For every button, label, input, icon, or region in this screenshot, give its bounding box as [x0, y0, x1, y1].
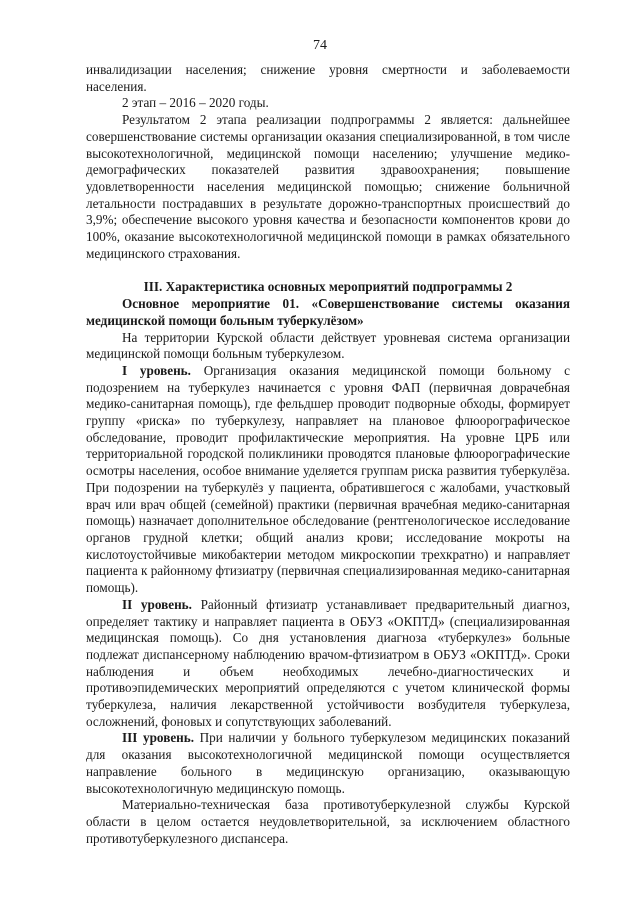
page-number: 74 [313, 38, 327, 53]
spacer [86, 262, 570, 279]
paragraph-result: Результатом 2 этапа реализации подпрограммы 2 является: дальнейшее совершенствование системы организации оказания специализированной, в том числе высокотехнологичной, медицинской помощи населению; улучшение медико-демографических показателей развития здравоохранения; повышение удовлетворенности населения медицинской помощью; снижение больничной летальности пострадавших в результате дорожно-транспортных происшествий до 3,9%; обеспечение высокого уровня качества и безопасности компонентов крови до 100%, оказание высокотехнологичной медицинской помощи в рамках обязательного медицинского страхования. [86, 112, 570, 261]
level-3-text: При наличии у больного туберкулезом медицинских показаний для оказания высокотехнологичной медицинской помощи осуществляется направление больного в медицинскую организацию, оказывающую высокотехнологичную медицинскую помощь. [86, 730, 570, 796]
paragraph-level-3 [86, 730, 570, 797]
document-body [86, 62, 570, 847]
paragraph-stage: 2 этап – 2016 – 2020 годы. [122, 95, 269, 111]
level-1-label: I уровень. [122, 362, 191, 378]
section-title: III. Характеристика основных мероприятий подпрограммы 2 [143, 279, 513, 295]
paragraph-intro: На территории Курской области действует уровневая система организации медицинской помощи больным туберкулезом. [86, 329, 570, 362]
paragraph-closing: Материально-техническая база противотуберкулезной службы Курской области в целом остается неудовлетворительной, за исключением областного противотуберкулезного диспансера. [86, 797, 570, 846]
section-subtitle: Основное мероприятие 01. «Совершенствование системы оказания медицинской помощи больным туберкулёзом» [86, 296, 570, 328]
level-1-text: Организация оказания медицинской помощи больному с подозрением на туберкулез начинается с уровня ФАП (первичная доврачебная медико-санитарная помощь), где фельдшер проводит подворные обходы, формирует группу «риска» по туберкулезу, направляет на плановое флюорографическое обследование, проводит профилактические мероприятия. На уровне ЦРБ или территориальной городской поликлиники проводятся плановые флюорографические осмотры населения, особое внимание уделяется группам риска развития туберкулёза. При подозрении на туберкулёз у пациента, обратившегося с жалобами, участковый врач или врач общей (семейной) практики (первичная врачебная медико-санитарная помощь) назначает дополнительное обследование (рентгенологическое исследование органов грудной клетки; общий анализ крови; исследование мокроты на кислотоустойчивые микобактерии методом микроскопии трехкратно) и направляет пациента к районному фтизиатру (первичная специализированная медико-санитарная помощь). [86, 362, 571, 596]
level-2-text: Районный фтизиатр устанавливает предварительный диагноз, определяет тактику и направляет пациента в ОБУЗ «ОКПТД» (специализированная медицинская помощь). Со дня установления диагноза «туберкулез» больные подлежат диспансерному наблюдению врачом-фтизиатром в ОБУЗ «ОКПТД». Сроки наблюдения и объем необходимых лечебно-диагностических и противоэпидемических мероприятий определяются с учетом клинической формы туберкулеза, наличия лекарственной устойчивости возбудителя туберкулеза, осложнений, фоновых и сопутствующих заболеваний. [86, 596, 570, 729]
paragraph-level-1 [86, 363, 570, 597]
paragraph-continuation: инвалидизации населения; снижение уровня смертности и заболеваемости населения. [86, 62, 570, 94]
level-2-label: II уровень. [122, 596, 192, 612]
level-3-label: III уровень. [122, 730, 195, 746]
paragraph-level-2 [86, 597, 570, 731]
